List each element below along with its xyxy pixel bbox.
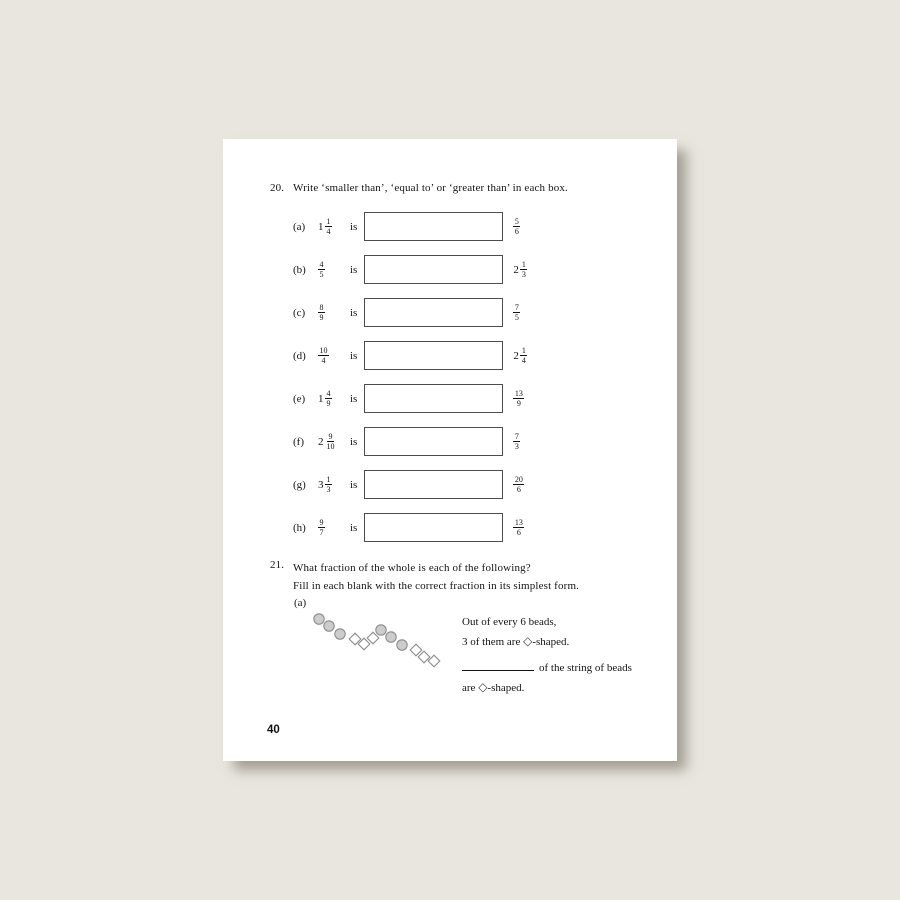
right-fraction <box>513 432 539 451</box>
is-label: is <box>350 521 358 534</box>
left-fraction <box>318 389 344 408</box>
left-fraction <box>318 217 344 236</box>
fraction: $\frac{7}{3}$ <box>514 431 519 451</box>
question-21-header <box>270 559 579 595</box>
answer-blank[interactable] <box>462 660 534 671</box>
fraction: $\frac{13}{9}$ <box>514 388 523 408</box>
whole-number: 1 <box>318 220 324 233</box>
comparison-row-d <box>293 334 539 377</box>
caption-line3: of the string of beads <box>462 659 662 678</box>
right-fraction <box>513 475 539 494</box>
caption-line2: 3 of them are ◇-shaped. <box>462 634 570 648</box>
caption-line1: Out of every 6 beads, <box>462 616 557 628</box>
fraction: $\frac{1}{3}$ <box>326 474 331 494</box>
whole-number: 2 <box>513 349 519 362</box>
bead-circle <box>386 632 396 642</box>
left-fraction <box>318 303 344 322</box>
fraction: $\frac{10}{4}$ <box>319 345 328 365</box>
right-fraction <box>513 346 539 365</box>
bead-circle <box>314 614 324 624</box>
item-label: (h) <box>293 521 306 534</box>
item-label: (f) <box>293 435 304 448</box>
comparison-row-h <box>293 506 539 549</box>
bead-circle <box>397 640 407 650</box>
left-fraction <box>318 260 344 279</box>
bead-circle <box>324 621 334 631</box>
beads-illustration <box>301 609 451 671</box>
bead-circle <box>376 625 386 635</box>
fraction: $\frac{4}{9}$ <box>326 388 331 408</box>
question-title <box>293 559 579 595</box>
answer-box[interactable] <box>364 513 503 542</box>
whole-number: 2 <box>513 263 519 276</box>
is-label: is <box>350 349 358 362</box>
fraction: $\frac{1}{3}$ <box>521 259 526 279</box>
comparison-row-c <box>293 291 539 334</box>
diamond-icon: ◇ <box>523 634 533 648</box>
bead-diamond <box>410 644 422 656</box>
answer-box[interactable] <box>364 212 503 241</box>
item-label: (d) <box>293 349 306 362</box>
fraction: $\frac{13}{6}$ <box>514 517 523 537</box>
item-label: (c) <box>293 306 306 319</box>
fraction: $\frac{1}{4}$ <box>326 216 331 236</box>
fraction: $\frac{5}{6}$ <box>514 216 519 236</box>
question-title-line1: What fraction of the whole is each of the following? <box>293 562 531 574</box>
answer-box[interactable] <box>364 255 503 284</box>
part-label: (a) <box>294 597 307 609</box>
answer-box[interactable] <box>364 427 503 456</box>
item-label: (g) <box>293 478 306 491</box>
comparison-row-e <box>293 377 539 420</box>
page-number: 40 <box>267 724 280 736</box>
left-fraction <box>318 432 344 451</box>
is-label: is <box>350 306 358 319</box>
whole-number: 3 <box>318 478 324 491</box>
right-fraction <box>513 217 539 236</box>
fraction: $\frac{8}{9}$ <box>319 302 324 322</box>
left-fraction <box>318 346 344 365</box>
answer-box[interactable] <box>364 298 503 327</box>
comparison-row-g <box>293 463 539 506</box>
right-fraction <box>513 303 539 322</box>
item-label: (b) <box>293 263 306 276</box>
workbook-page <box>223 139 677 761</box>
fraction: $\frac{7}{5}$ <box>514 302 519 322</box>
answer-box[interactable] <box>364 341 503 370</box>
left-fraction <box>318 475 344 494</box>
fraction: $\frac{9}{7}$ <box>319 517 324 537</box>
right-fraction <box>513 389 539 408</box>
fraction: $\frac{20}{6}$ <box>514 474 523 494</box>
item-label: (a) <box>293 220 306 233</box>
caption-line4: are ◇-shaped. <box>462 680 525 694</box>
comparison-row-f <box>293 420 539 463</box>
answer-box[interactable] <box>364 470 503 499</box>
comparison-rows <box>293 205 539 549</box>
comparison-row-b <box>293 248 539 291</box>
bead-circle <box>335 629 345 639</box>
is-label: is <box>350 435 358 448</box>
fraction: $\frac{9}{10}$ <box>326 431 335 451</box>
whole-number: 1 <box>318 392 324 405</box>
is-label: is <box>350 478 358 491</box>
item-label: (e) <box>293 392 306 405</box>
comparison-row-a <box>293 205 539 248</box>
right-fraction <box>513 260 539 279</box>
whole-number: 2 <box>318 435 324 448</box>
is-label: is <box>350 392 358 405</box>
beads-caption <box>462 613 662 698</box>
question-number: 20. <box>270 182 285 194</box>
answer-box[interactable] <box>364 384 503 413</box>
fraction: $\frac{1}{4}$ <box>521 345 526 365</box>
question-20-header <box>270 182 568 194</box>
left-fraction <box>318 518 344 537</box>
is-label: is <box>350 263 358 276</box>
is-label: is <box>350 220 358 233</box>
fraction: $\frac{4}{5}$ <box>319 259 324 279</box>
right-fraction <box>513 518 539 537</box>
question-title-line2: Fill in each blank with the correct fraction in its simplest form. <box>293 580 580 592</box>
diamond-icon: ◇ <box>478 680 488 694</box>
question-number: 21. <box>270 559 285 571</box>
question-title: Write ‘smaller than’, ‘equal to’ or ‘greater than’ in each box. <box>293 182 568 194</box>
